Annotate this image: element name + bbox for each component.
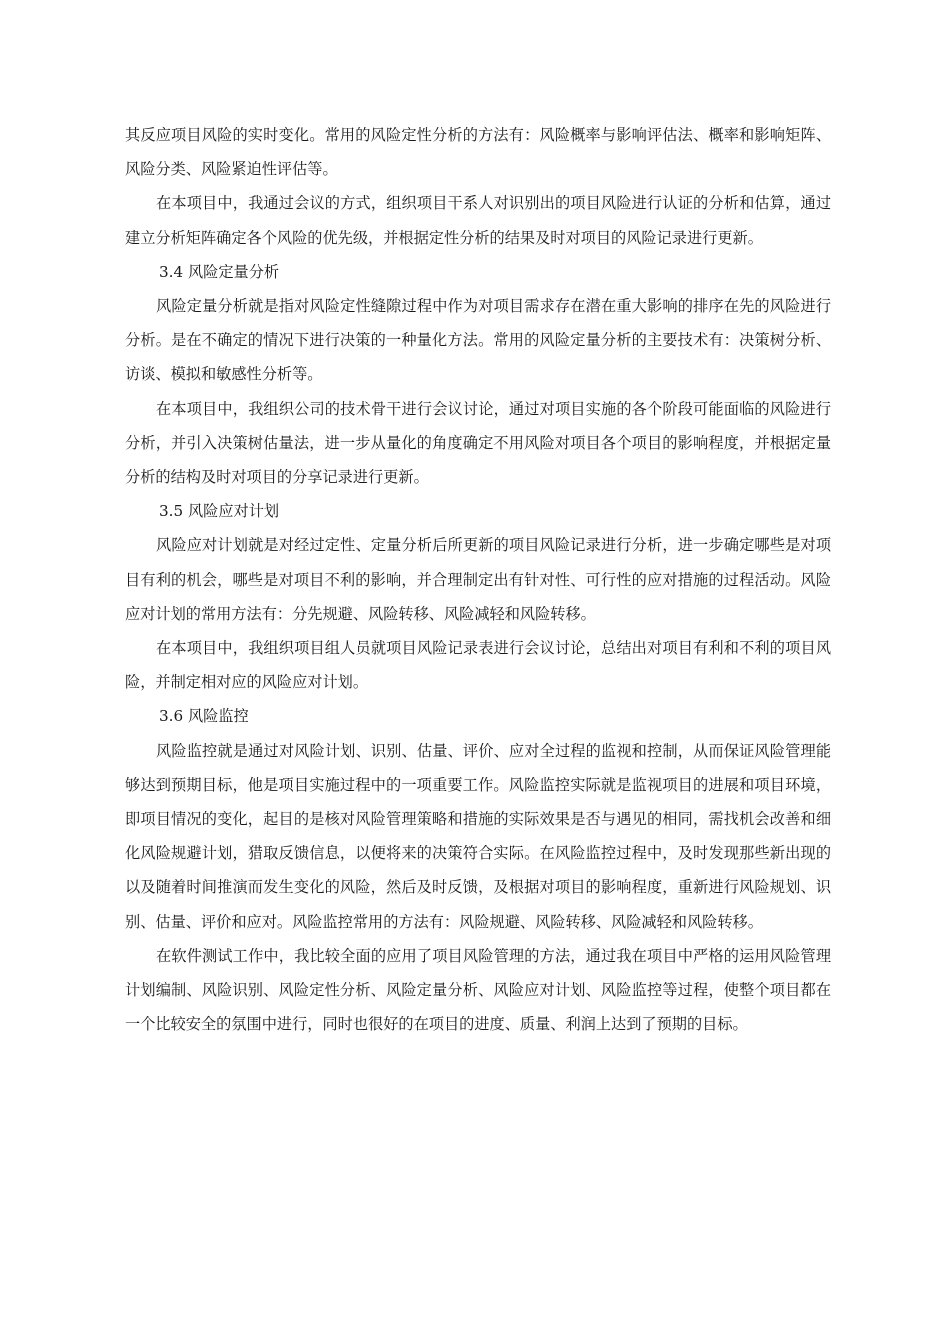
- paragraph-conclusion: 在软件测试工作中，我比较全面的应用了项目风险管理的方法，通过我在项目中严格的运用风险管理计划编制、风险识别、风险定性分析、风险定量分析、风险应对计划、风险监控等过程，使整个项目都在一个比较安全的氛围中进行，同时也很好的在项目的进度、质量、利润上达到了预期的目标。: [125, 946, 831, 1034]
- paragraph-quantitative-definition: 风险定量分析就是指对风险定性缝隙过程中作为对项目需求存在潜在重大影响的排序在先的风险进行分析。是在不确定的情况下进行决策的一种量化方法。常用的风险定量分析的主要技术有：决策树分析、访谈、模拟和敏感性分析等。: [125, 297, 831, 384]
- paragraph-response-project: 在本项目中，我组织项目组人员就项目风险记录表进行会议讨论，总结出对项目有利和不利的项目风险，并制定相对应的风险应对计划。: [125, 639, 831, 692]
- section-heading-3-6: 3.6 风险监控: [159, 707, 249, 726]
- paragraph-response-definition: 风险应对计划就是对经过定性、定量分析后所更新的项目风险记录进行分析，进一步确定哪些是对项目有利的机会，哪些是对项目不利的影响，并合理制定出有针对性、可行性的应对措施的过程活动。风险应对计划的常用方法有：分先规避、风险转移、风险减轻和风险转移。: [125, 536, 831, 623]
- document-page: [125, 118, 831, 1041]
- paragraph-qualitative-project: 在本项目中，我通过会议的方式，组织项目干系人对识别出的项目风险进行认证的分析和估算，通过建立分析矩阵确定各个风险的优先级，并根据定性分析的结果及时对项目的风险记录进行更新。: [125, 194, 831, 247]
- section-heading-3-4: 3.4 风险定量分析: [159, 262, 280, 281]
- paragraph-monitoring-definition: 风险监控就是通过对风险计划、识别、估量、评价、应对全过程的监视和控制，从而保证风险管理能够达到预期目标，他是项目实施过程中的一项重要工作。风险监控实际就是监视项目的进展和项目环境，即项目情况的变化，起目的是核对风险管理策略和措施的实际效果是否与遇见的相同，需找机会改善和细化风险规避计划，猎取反馈信息，以便将来的决策符合实际。在风险监控过程中，及时发现那些新出现的以及随着时间推演而发生变化的风险，然后及时反馈，及根据对项目的影响程度，重新进行风险规划、识别、估量、评价和应对。风险监控常用的方法有：风险规避、风险转移、风险减轻和风险转移。: [125, 741, 831, 931]
- paragraph-quantitative-project: 在本项目中，我组织公司的技术骨干进行会议讨论，通过对项目实施的各个阶段可能面临的风险进行分析，并引入决策树估量法，进一步从量化的角度确定不用风险对项目各个项目的影响程度，并根据定量分析的结构及时对项目的分享记录进行更新。: [125, 399, 831, 487]
- section-heading-3-5: 3.5 风险应对计划: [159, 502, 280, 521]
- paragraph-risk-qualitative-methods: 其反应项目风险的实时变化。常用的风险定性分析的方法有：风险概率与影响评估法、概率和影响矩阵、风险分类、风险紧迫性评估等。: [125, 126, 831, 179]
